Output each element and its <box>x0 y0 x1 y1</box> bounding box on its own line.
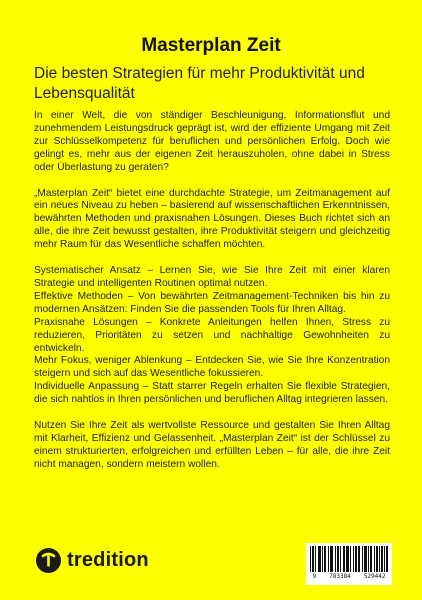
barcode-digit-group: 9 <box>312 573 317 580</box>
feature-list <box>34 265 390 407</box>
publisher-name: tredition <box>67 548 149 571</box>
tredition-logo-icon <box>36 548 61 573</box>
book-subtitle: Die besten Strategien für mehr Produktivität und Lebensqualität <box>34 65 365 102</box>
blurb-text <box>34 110 390 485</box>
feature-item: Effektive Methoden – Von bewährten Zeitmanagement-Techniken bis hin zu modernen Ansätzen: Finden Sie die passenden Tools für Ihren Alltag. <box>34 290 390 315</box>
blurb-paragraph-1: In einer Welt, die von ständiger Beschleunigung, Informationsflut und zunehmendem Leistungsdruck geprägt ist, wird der effiziente Umgang mit Zeit zur Schlüsselkompetenz für beruflichen und persönlichen Erfolg. Doch wie gelingt es, mehr aus der eigenen Zeit herauszuholen, ohne dabei in Stress oder Überlastung zu geraten? <box>34 110 390 173</box>
feature-item: Mehr Fokus, weniger Ablenkung – Entdecken Sie, wie Sie Ihre Konzentration steigern und sich auf das Wesentliche fokussieren. <box>34 355 390 380</box>
feature-item: Praxisnahe Lösungen – Konkrete Anleitungen helfen Ihnen, Stress zu reduzieren, Prioritäten zu setzen und nachhaltige Gewohnheiten zu entwickeln. <box>34 316 390 354</box>
book-title: Masterplan Zeit <box>141 35 281 56</box>
feature-item: Systematischer Ansatz – Lernen Sie, wie Sie Ihre Zeit mit einer klaren Strategie und intelligenten Routinen optimal nutzen. <box>34 265 390 289</box>
barcode-number <box>306 573 392 580</box>
barcode-digit-group: 529442 <box>363 573 386 580</box>
blurb-closing: Nutzen Sie Ihre Zeit als wertvollste Ressource und gestalten Sie Ihren Alltag mit Klarheit, Effizienz und Gelassenheit. „Masterplan Zeit“ ist der Schlüssel zu einem strukturierten, erfolgreichen und erfüllten Leben – für alle, die ihre Zeit nicht managen, sondern meistern wollen. <box>34 420 390 470</box>
barcode-icon <box>306 543 392 585</box>
barcode-digit-group: 783384 <box>329 573 351 580</box>
blurb-paragraph-2: „Masterplan Zeit“ bietet eine durchdachte Strategie, um Zeitmanagement auf ein neues Niveau zu heben – basierend auf wissenschaftlichen Erkenntnissen, bewährten Methoden und praxisnahen Lösungen. Dieses Buch richtet sich an alle, die ihre Zeit bewusst gestalten, ihre Produktivität steigern und gleichzeitig mehr Raum für das Wesentliche schaffen möchten. <box>34 187 390 251</box>
publisher-logo <box>36 546 149 574</box>
feature-item: Individuelle Anpassung – Statt starrer Regeln erhalten Sie flexible Strategien, die sich nahtlos in Ihren persönlichen und beruflichen Alltag integrieren lassen. <box>34 381 390 406</box>
